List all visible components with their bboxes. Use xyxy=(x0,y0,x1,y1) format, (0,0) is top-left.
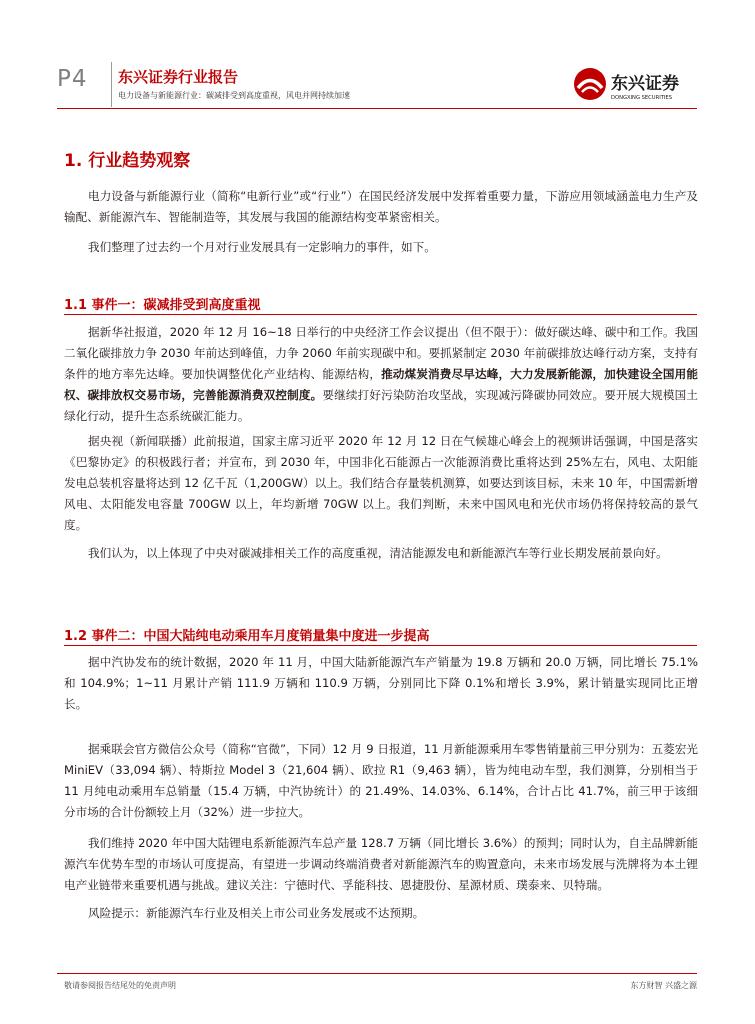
logo-emblem-icon xyxy=(574,68,606,100)
page-number: P4 xyxy=(57,66,88,92)
report-title: 东兴证券行业报告 xyxy=(118,68,239,86)
event1-heading: 1.1 事件一：碳减排受到高度重视 xyxy=(64,298,261,313)
event2-paragraph-2: 据乘联会官方微信公众号（简称“官微”，下同）12 月 9 日报道，11 月新能源乘用车零售销量前三甲分别为：五菱宏光 MiniEV（33,094 辆）、特斯拉 Model 3（21,604 辆）、欧拉 R1（9,463 辆），皆为纯电动车型，我们测算，分别相当于 11 月纯电动乘用车总销量（15.4 万辆，中汽协统计）的 21.49%、14.03%、6.14%，合计占比 41.7%，前三甲于该细分市场的合计份额较上月（32%）进一步拉大。 xyxy=(64,742,698,819)
dongxing-logo xyxy=(571,65,696,103)
event2-heading-rule xyxy=(64,645,697,646)
section-title: 1. 行业趋势观察 xyxy=(64,151,191,171)
footer-rule xyxy=(57,973,697,974)
intro-paragraph-2: 我们整理了过去约一个月对行业发展具有一定影响力的事件，如下。 xyxy=(88,240,436,254)
event1-paragraph-1: 据新华社报道，2020 年 12 月 16~18 日举行的中央经济工作会议提出（但不限于）：做好碳达峰、碳中和工作。我国二氧化碳排放力争 2030 年前达到峰值，力争 2060 年前实现碳中和。要抓紧制定 2030 年前碳排放达峰行动方案，支持有条件的地方率先达峰。要加快调整优化产业结构、能源结构，推动煤炭消费尽早达峰，大力发展新能源，加快建设全国用能权、碳排放权交易市场，完善能源消费双控制度。要继续打好污染防治攻坚战，实现减污降碳协同效应。要开展大规模国土绿化行动，提升生态系统碳汇能力。 xyxy=(64,325,698,423)
risk-warning: 风险提示：新能源汽车行业及相关上市公司业务发展或不达预期。 xyxy=(88,906,425,920)
event2-heading: 1.2 事件二：中国大陆纯电动乘用车月度销量集中度进一步提高 xyxy=(64,629,430,644)
report-subtitle: 电力设备与新能源行业：碳减排受到高度重视，风电并网持续加速 xyxy=(118,91,350,100)
header-rule xyxy=(57,108,697,109)
event1-paragraph-2: 据央视（新闻联播）此前报道，国家主席习近平 2020 年 12 月 12 日在气候雄心峰会上的视频讲话强调，中国是落实《巴黎协定》的积极践行者；并宣布，到 2030 年，中国非化石能源占一次能源消费比重将达到 25%左右，风电、太阳能发电总装机容量将达到 12 亿千瓦（1,200GW）以上。我们结合存量装机测算，如要达到该目标，未来 10 年，中国需新增风电、太阳能发电容量 700GW 以上，年均新增 70GW 以上。我们判断，未来中国风电和光伏市场仍将保持较高的景气度。 xyxy=(64,434,698,532)
event2-paragraph-1: 据中汽协发布的统计数据，2020 年 11 月，中国大陆新能源汽车产销量为 19.8 万辆和 20.0 万辆，同比增长 75.1%和 104.9%；1~11 月累计产销 111.9 万辆和 110.9 万辆，分别同比下降 0.1%和增长 3.9%，累计销量实现同比正增长。 xyxy=(64,655,698,711)
header-divider xyxy=(111,62,112,107)
logo-text: 东兴证券 xyxy=(611,74,679,94)
footer-slogan: 东方财智 兴盛之源 xyxy=(630,981,697,990)
footer-disclaimer: 敬请参阅报告结尾处的免责声明 xyxy=(64,981,176,990)
logo-en-text: DONGXING SECURITIES xyxy=(611,95,673,101)
event1-heading-rule xyxy=(64,314,697,315)
intro-paragraph: 电力设备与新能源行业（简称“电新行业”或“行业”）在国民经济发展中发挥着重要力量，下游应用领域涵盖电力生产及输配、新能源汽车、智能制造等，其发展与我国的能源结构变革紧密相关。 xyxy=(64,189,698,224)
event2-paragraph-3: 我们维持 2020 年中国大陆锂电系新能源汽车总产量 128.7 万辆（同比增长 3.6%）的预判；同时认为，自主品牌新能源汽车优势车型的市场认可度提高，有望进一步调动终端消费者对新能源汽车的购置意向，未来市场发展与洗牌将为本土锂电产业链带来重要机遇与挑战。建议关注：宁德时代、孚能科技、恩捷股份、星源材质、璞泰来、贝特瑞。 xyxy=(64,836,698,892)
event1-paragraph-3: 我们认为，以上体现了中央对碳减排相关工作的高度重视，清洁能源发电和新能源汽车等行业长期发展前景向好。 xyxy=(88,546,668,560)
